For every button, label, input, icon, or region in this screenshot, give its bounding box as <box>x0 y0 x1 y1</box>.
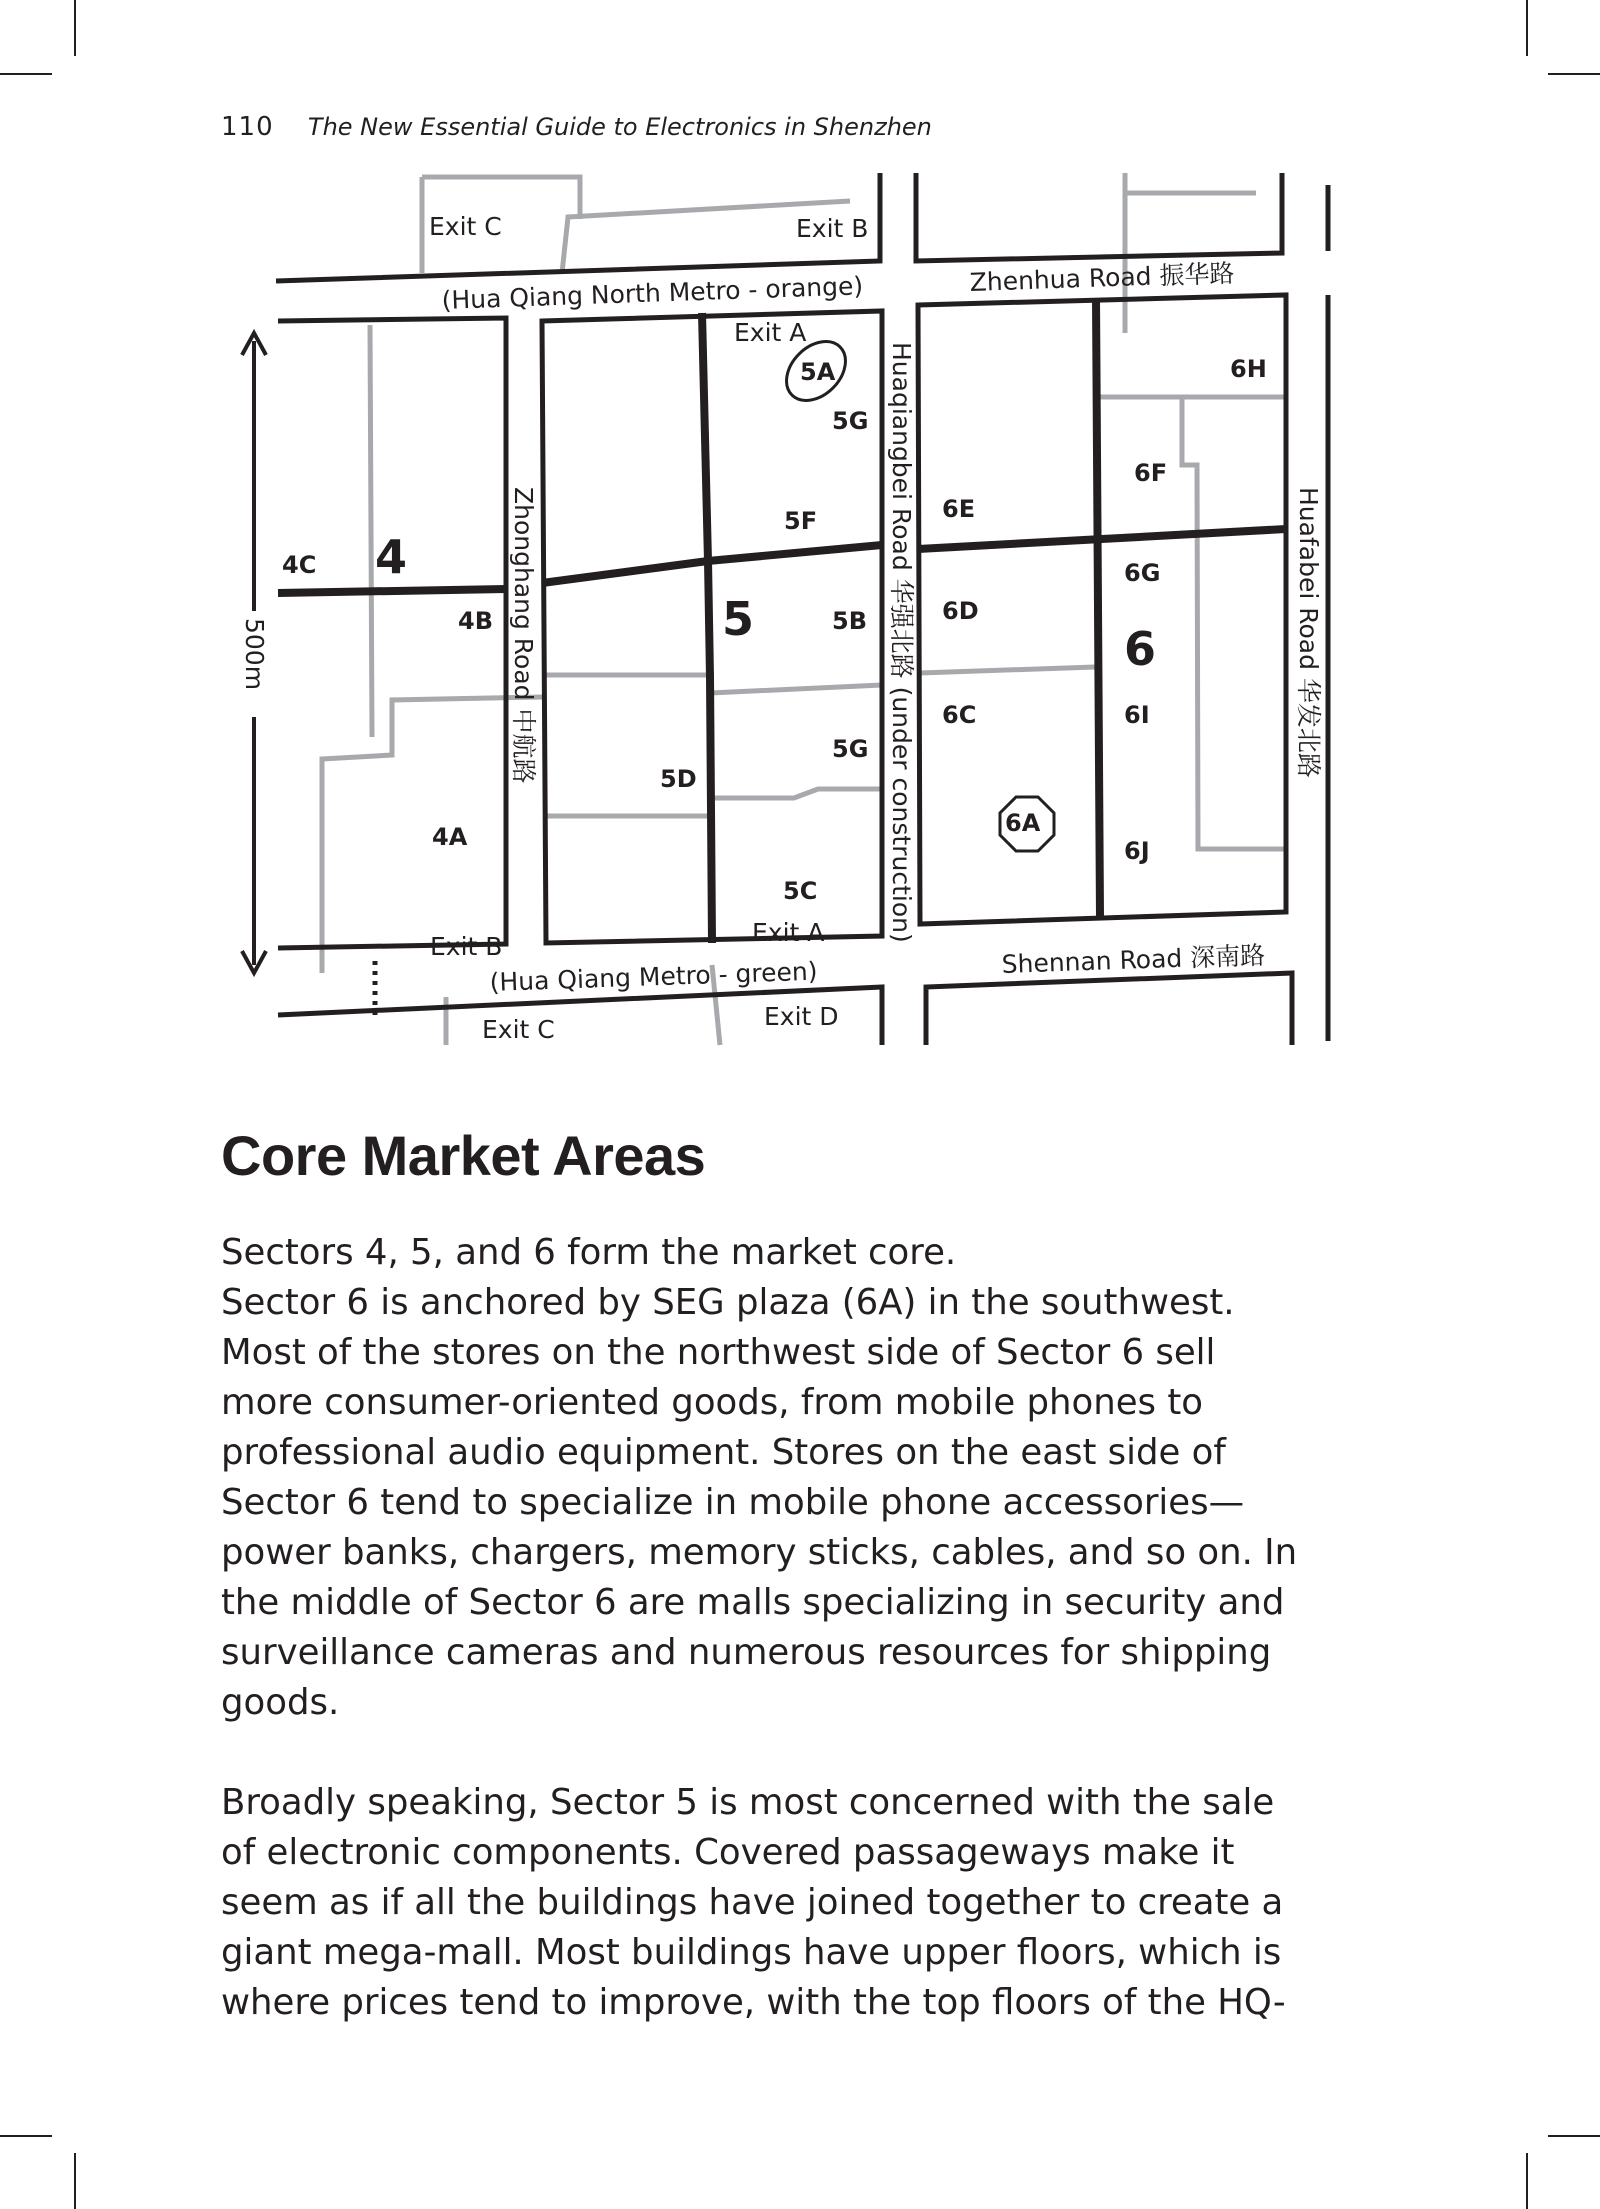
crop-mark <box>74 0 76 56</box>
area-label: 5C <box>783 877 818 905</box>
crop-mark <box>0 2135 52 2137</box>
road-label-metro-north: (Hua Qiang North Metro - orange) <box>441 271 864 315</box>
exit-label: Exit D <box>764 1002 839 1031</box>
text-line: Most of the stores on the northwest side of Sector 6 sell <box>221 1332 1216 1373</box>
area-label: 6E <box>942 495 976 523</box>
gray-path <box>710 685 882 693</box>
exit-label: Exit C <box>482 1015 555 1044</box>
area-label: 6C <box>942 701 977 729</box>
area-label: 5B <box>832 607 867 635</box>
text-line: Sector 6 tend to specialize in mobile phone accessories— <box>221 1482 1245 1523</box>
crop-mark <box>1548 2135 1600 2137</box>
area-label: 4C <box>282 551 317 579</box>
road-label-huaqiangbei: Huaqiangbei Road 华强北路 (under construction) <box>887 342 916 943</box>
gray-path <box>920 667 1095 673</box>
gray-path <box>1182 397 1288 849</box>
crop-mark <box>1526 2153 1528 2209</box>
area-label: 6J <box>1124 837 1150 865</box>
gray-path <box>370 325 372 737</box>
text-line: more consumer-oriented goods, from mobile phones to <box>221 1382 1203 1423</box>
text-line: Sector 6 is anchored by SEG plaza (6A) in the southwest. <box>221 1282 1235 1323</box>
exit-label: Exit C <box>429 212 502 241</box>
gray-path <box>712 789 882 798</box>
road-label-huafabei: Huafabei Road 华发北路 <box>1294 487 1323 778</box>
road-label-metro-green: (Hua Qiang Metro - green) <box>489 956 818 997</box>
running-header <box>221 112 932 142</box>
text-line: surveillance cameras and numerous resources for shipping <box>221 1632 1272 1673</box>
map-drawing <box>220 165 1360 1065</box>
area-label: 4A <box>432 823 468 851</box>
sector-number: 4 <box>375 530 408 584</box>
exit-label: Exit A <box>734 318 807 347</box>
area-label: 6D <box>942 597 979 625</box>
thick-street <box>918 529 1286 549</box>
area-label: 5A <box>800 358 836 386</box>
text-line: Sectors 4, 5, and 6 form the market core. <box>221 1232 957 1273</box>
thick-street <box>702 313 712 943</box>
area-label: 4B <box>458 607 493 635</box>
area-label: 5D <box>660 765 697 793</box>
thick-street <box>278 589 506 593</box>
text-line: of electronic components. Covered passageways make it <box>221 1832 1235 1873</box>
text-line: goods. <box>221 1682 340 1723</box>
crop-mark <box>74 2153 76 2209</box>
text-line: giant mega-mall. Most buildings have upper floors, which is <box>221 1932 1282 1973</box>
area-label: 5G <box>832 407 869 435</box>
exit-label: Exit B <box>796 214 869 243</box>
crop-mark <box>1526 0 1528 56</box>
area-label: 5F <box>784 507 818 535</box>
road-label-zhonghang: Zhonghang Road 中航路 <box>509 487 538 784</box>
road-label-zhenhua: Zhenhua Road 振华路 <box>969 258 1235 297</box>
sector-number: 5 <box>722 592 755 646</box>
text-line: power banks, chargers, memory sticks, cables, and so on. In <box>221 1532 1298 1573</box>
thick-street <box>1096 299 1100 917</box>
area-label: 6H <box>1230 355 1267 383</box>
paragraph <box>221 1778 1361 2028</box>
text-line: Broadly speaking, Sector 5 is most concerned with the sale <box>221 1782 1275 1823</box>
text-line: professional audio equipment. Stores on the east side of <box>221 1432 1226 1473</box>
book-title: The New Essential Guide to Electronics in Shenzhen <box>307 113 932 141</box>
crop-mark <box>0 73 52 75</box>
text-line: where prices tend to improve, with the top floors of the HQ- <box>221 1982 1286 2023</box>
area-label: 6F <box>1134 459 1168 487</box>
area-label: 6G <box>1124 559 1161 587</box>
sector-number: 6 <box>1124 622 1157 676</box>
area-label: 6A <box>1005 809 1041 837</box>
crop-mark <box>1548 73 1600 75</box>
text-line: the middle of Sector 6 are malls specializing in security and <box>221 1582 1285 1623</box>
scale-label: 500m <box>240 618 269 691</box>
exit-label: Exit B <box>430 932 503 961</box>
section-heading: Core Market Areas <box>221 1124 706 1187</box>
area-label: 5G <box>832 735 869 763</box>
road-outline <box>916 173 1282 261</box>
exit-label: Exit A <box>752 918 825 947</box>
text-line: seem as if all the buildings have joined together to create a <box>221 1882 1284 1923</box>
area-label: 6I <box>1124 701 1150 729</box>
road-outline <box>926 973 1292 1045</box>
paragraph <box>221 1228 1361 1728</box>
road-label-shennan: Shennan Road 深南路 <box>1001 940 1266 979</box>
page-number: 110 <box>221 112 274 142</box>
